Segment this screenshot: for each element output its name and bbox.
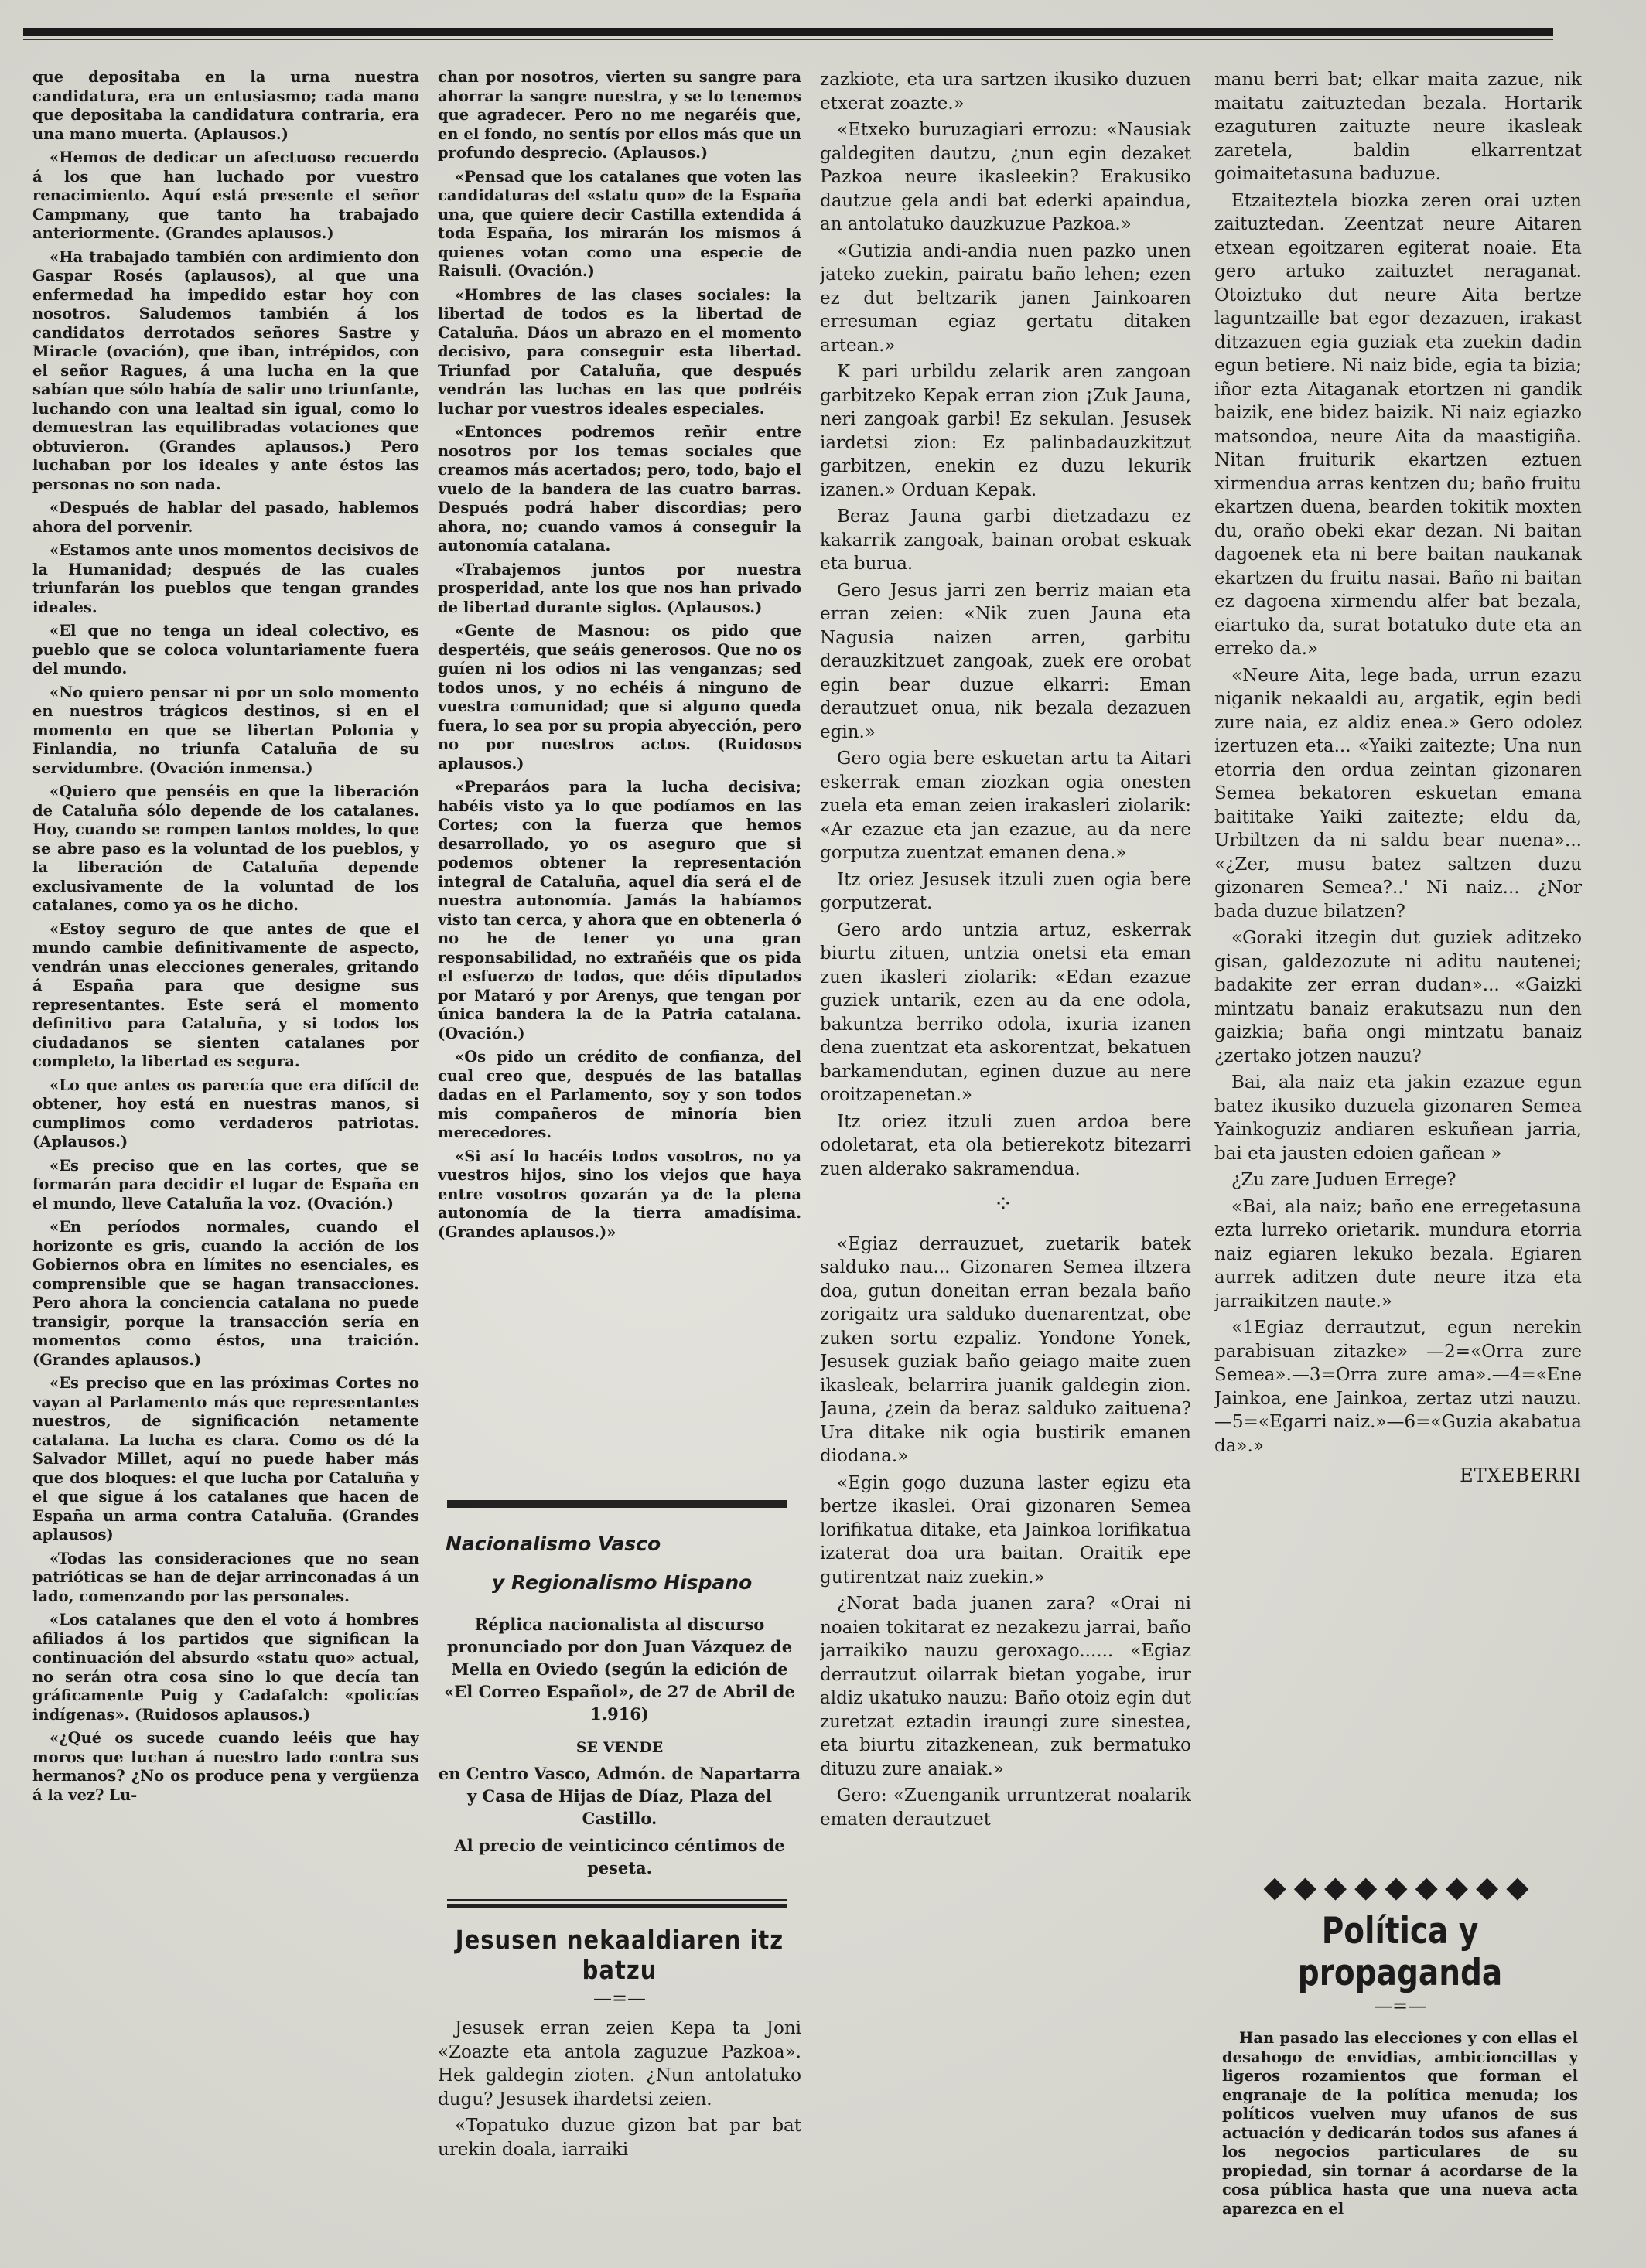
article-paragraph: Beraz Jauna garbi dietzadazu ez kakarrik zangoak, bainan orobat eskuak eta burua. [820, 506, 1191, 574]
paragraph: «No quiero pensar ni por un solo momento en nuestros trágicos destinos, si en el momento en que se libertan Polonia y Finlandia, no triunfa Cataluña de su servidumbre. (Ovación inmensa.) [32, 683, 419, 777]
notice-price: Al precio de veinticinco céntimos de peseta. [454, 1836, 785, 1877]
article-paragraph: «Egin gogo duzuna laster egizu eta bertze ikaslei. Orai gizonaren Semea lorifikatua ditake, eta Jainkoa lorifikatua izaterat doa ura baitan. Oraitik epe gutirentzat naiz zuekin.» [820, 1472, 1191, 1588]
article-paragraph: Etzaiteztela biozka zeren orai uzten zaituztedan. Zeentzat neure Aitaren etxean egoitzaren egiterat noaie. Eta gero artuko zaituztet neraganat. Otoiztuko dut neure Aita bertze laguntzaille bat egor dezazuen, irakast ditzazuen egia guziak eta zuekin dadin egun betiere. Ni naiz bide, egia ta bizia; iñor ezta Aitaganak etortzen ni gandik baizik, ene bidez baizik. Ni naiz egiazko matsondoa, neure Aita da maastigiña. Nitan fruiturik ekartzen eztuen xirmendua arras kentzen du; baño fruitu ekartzen duena, bearden tokitik moxten du, oraño obeki ekar dezan. Ni baitan dagoenek eta ni bere baitan naukanak ekartzen du fruitu nasai. Baño ni baitan ez dagoena xirmendu alfer bat bezala, eiartuko da, surat botatuko dute eta an erreko da.» [1214, 190, 1582, 659]
notice-block [438, 1500, 801, 2161]
article-paragraph: Itz oriez itzuli zuen ardoa bere odoletarat, eta ola betierekotz bitezarri zuen alderako sakramendua. [820, 1111, 1191, 1179]
top-rule-thin [23, 39, 1553, 40]
article-paragraph: Jesusek erran zeien Kepa ta Joni «Zoazte eta antola zaguzue Pazkoa». Hek galdegin zioten. ¿Nun antolatuko dugu? Jesusek ihardetsi zeien. [438, 2018, 801, 2109]
separator-rule-thin [447, 1899, 787, 1901]
paragraph: «Entonces podremos reñir entre nosotros por los temas sociales que creamos más acertados; pero, todo, bajo el vuelo de la bandera de las cuatro barras. Después podrá haber discordias; pero ahora, no; cuando vamos á conseguir la autonomía catalana. [438, 423, 801, 554]
separator-rule [447, 1500, 787, 1508]
notice-body: Réplica nacionalista al discurso pronunciado por don Juan Vázquez de Mella en Oviedo (según la edición de «El Correo Español», de 27 de Abril de 1.916) [444, 1615, 795, 1724]
paragraph: «En períodos normales, cuando el horizonte es gris, cuando la acción de los Gobiernos obra en límites no esenciales, es comprensible que se hagan transacciones. Pero ahora la conciencia catalana no puede transigir, porque la transacción sería en momentos como éstos, una traición. (Grandes aplausos.) [32, 1218, 419, 1369]
article-paragraph: «Neure Aita, lege bada, urrun ezazu niganik nekaaldi au, argatik, egin bedi zure naia, ez aldiz enea.» Gero odolez izertuzen eta... «Yaiki zaiteztе; Una nun etorria den ordua zeintan gizonaren Semea bekatoren eskuetan emana baititake Yaiki zaitezte; eldu da, Urbiltzen da ni saldu bear nuena»... «¿Zer, musu batez saltzen duzu gizonaren Semea?..' Ni naiz... ¿Nor bada duzue bilatzen? [1214, 665, 1582, 922]
notice-venue: en Centro Vasco, Admón. de Napartarra y Casa de Hijas de Díaz, Plaza del Castillo. [438, 1764, 801, 1828]
article-paragraph: Gero: «Zuenganik urruntzerat noalarik ematen derautzuet [820, 1785, 1191, 1830]
article-paragraph: manu berri bat; elkar maita zazue, nik maitatu zaituztedan bezala. Hortarik ezaguturen zaituzte neure ikasleak zaretela, baldin elkarrentzat goimaitetasuna baduzue. [1214, 70, 1582, 184]
column-2 [438, 68, 801, 1499]
notice-title-line1: Nacionalismo Vasco [446, 1533, 661, 1555]
paragraph: «Estoy seguro de que antes de que el mundo cambie definitivamente de aspecto, vendrán unas elecciones generales, gritando á España para que designe sus representantes. Este será el momento definitivo para Cataluña, y si todos los ciudadanos se sienten catalanes por completo, la libertad es segura. [32, 919, 419, 1070]
article-paragraph: «Topatuko duzue gizon bat par bat urekin doala, iarraiki [438, 2116, 801, 2160]
separator-rule-thick [447, 1904, 787, 1908]
paragraph: «Trabajemos juntos por nuestra prosperidad, ante los que nos han privado de libertad durante siglos. (Aplausos.) [438, 560, 801, 616]
paragraph: «Gente de Masnou: os pido que despertéis, que seáis generosos. Que no os guíen ni los odios ni las venganzas; sed todos unos, y no echéis á ninguno de vuestra comunidad; que si alguno queda fuera, lo sea por su propia abyección, pero no por nuestros actos. (Ruidosos aplausos.) [438, 622, 801, 772]
paragraph: chan por nosotros, vierten su sangre para ahorrar la sangre nuestra, y se lo tenemos que agradecer. Pero no me negaréis que, en el fondo, no sentís por ellos más que un profundo desprecio. (Aplausos.) [438, 68, 801, 162]
article-paragraph: «Egiaz derrauzuet, zuetarik batek salduko nau... Gizonaren Semea iltzera doa, gutun doneitan erran bezala baño zorigaitz ura salduko duenarentzat, obe zuken sortu ezpaliz. Yondone Yonek, Jesusek guziak baño geiago maite zuen ikasleak, belarrira juanik galdegin zion. Jauna, ¿zein da beraz salduko zaituena? Ura ditake nik ogia bustirik emanen diodana.» [820, 1233, 1191, 1466]
notice-title-line2: y Regionalismo Hispano [492, 1571, 753, 1594]
paragraph: «Lo que antes os parecía que era difícil de obtener, hoy está en nuestras manos, si cumplimos como verdaderos patriotas. (Aplausos.) [32, 1076, 419, 1151]
paragraph: «Ha trabajado también con ardimiento don Gaspar Rosés (aplausos), al que una enfermedad ha impedido estar hoy con nosotros. Saludemos también á los candidatos derrotados señores Sastre y Miracle (ovación), que iban, intrépidos, con el señor Ragues, á una lucha en la que sabían que sólo había de salir uno triunfante, luchando con una lealtad sin igual, como lo demuestran las equilibradas votaciones que obtuvieron. (Grandes aplausos.) Pero luchaban por los ideales y ante éstos las personas no son nada. [32, 247, 419, 493]
section-dash: —=— [1373, 1995, 1427, 2017]
column-4 [1214, 68, 1582, 1932]
article-paragraph: ¿Zu zare Juduen Errege? [1231, 1170, 1456, 1190]
paragraph: «Hombres de las clases sociales: la libertad de todos es la libertad de Cataluña. Dáos un abrazo en el momento decisivo, para conseguir esta libertad. Triunfad por Cataluña, que después vendrán las luchas en las que podréis luchar por vuestros ideales especiales. [438, 285, 801, 418]
column-3 [820, 68, 1191, 2256]
paragraph: «Os pido un crédito de confianza, del cual creo que, después de las batallas dadas en el Parlamento, soy y son todos mis compañeros de minoría bien merecedores. [438, 1048, 801, 1141]
article-paragraph: «Etxeko buruzagiari errozu: «Nausiak galdegiten dautzu, ¿nun egin dezaket Pazkoa neure ikasleekin? Erakusiko dautzue gela andi bat ederki apaindua, an antolatuko dauzkuzue Pazkoa.» [820, 120, 1191, 234]
paragraph: «Después de hablar del pasado, hablemos ahora del porvenir. [32, 499, 419, 536]
section-paragraph: Han pasado las elecciones y con ellas el desahogo de envidias, ambicioncillas y ligeros rozamientos que forman el engranaje de la política menuda; los políticos vuelven muy ufanos de sus actuación y dedicarán todos sus afanes á los negocios particulares de su propiedad, sin tornar á acordarse de la cosa pública hasta que una nueva acta aparezca en el [1222, 2029, 1578, 2218]
column-1 [32, 68, 419, 2256]
top-rule [23, 28, 1553, 36]
paragraph: «Todas las consideraciones que no sean patrióticas se han de dejar arrinconadas á un lado, comenzando por las personales. [32, 1549, 419, 1605]
article-paragraph: Gero ardo untzia artuz, eskerrak biurtu zituen, untzia onetsi eta eman zuen ikasleri ziolarik: «Edan ezazue guziek untarik, ezen au da ene odola, bakuntza berriko odola, ixuria izanen dena zuentzat eta askorentzat, bekatuen barkamendutan, eginen duzue au nere oroitzapenetan.» [820, 919, 1191, 1105]
article-dash: —=— [592, 1987, 647, 2009]
article-signature: ETXEBERRI [1460, 1465, 1582, 1486]
article-paragraph: zazkiote, eta ura sartzen ikusiko duzuen etxerat zoazte.» [820, 70, 1191, 114]
article-paragraph: Gero Jesus jarri zen berriz maian eta erran zeien: «Nik zuen Jauna eta Nagusia naizen arren, garbitu derauzkitzuet zangoak, zuek ere orobat egin bear duzue elkarri: Eman derautzuet onua, nik bezala dezazuen egin.» [820, 580, 1191, 742]
paragraph: «¿Qué os sucede cuando leéis que hay moros que luchan á nuestro lado contra sus hermanos? ¿No os produce pena y vergüenza á la vez? Lu- [32, 1729, 419, 1804]
article-paragraph: «Bai, ala naiz; baño ene erregetasuna ezta lurreko orietarik. mundura etorria naiz egiaren lekuko bezala. Egiaren aurrek aditzen dute neure itza eta jarraikitzen naute.» [1214, 1196, 1582, 1311]
politica-section [1222, 1871, 1578, 2219]
article-title: Jesusen nekaaldiaren itz batzu [455, 1924, 784, 1986]
paragraph: «El que no tenga un ideal colectivo, es pueblo que se coloca voluntariamente fuera del mundo. [32, 622, 419, 677]
article-paragraph: Bai, ala naiz eta jakin ezazue egun batez ikusiko duzuela gizonaren Semea Yainkoguziz andiaren eskuñean jarria, bai eta jausten edoien gañean » [1214, 1073, 1582, 1164]
paragraph: «Preparáos para la lucha decisiva; habéis visto ya lo que podíamos en las Cortes; con la fuerza que hemos desarrollado, yo os aseguro que si podemos obtener la representación integral de Cataluña, aquel día será el de nuestra autonomía. Jamás la habíamos visto tan cerca, y ahora que en obtenerla ó no he de tener yo una gran responsabilidad, no extrañéis que os pida el esfuerzo de todos, que déis diputados por Mataró y por Arenys, que tengan por única bandera la de la Patria catalana. (Ovación.) [438, 778, 801, 1042]
section-dots: ⁘ [993, 1191, 1018, 1218]
article-paragraph: ¿Norat bada juanen zara? «Orai ni noaien tokitarat ez nezakezu jarrai, baño jarraikiko nauzu geroxago...... «Egiaz derrautzut oilarrak bietan yogabe, irur aldiz ukatuko nauzu: Baño otoiz egin dut zuretzat eztadin iraungi zure sinestea, eta biurtu zitazkenean, zuk bermatuko dituzu zure anaiak.» [820, 1594, 1191, 1779]
section-title: Política y propaganda [1297, 1911, 1503, 1994]
paragraph: que depositaba en la urna nuestra candidatura, era un entusiasmo; cada mano que depositaba la candidatura contraria, era una mano muerta. (Aplausos.) [32, 68, 419, 143]
article-paragraph: «Gutizia andi-andia nuen pazko unen jateko zuekin, pairatu baño lehen; ezen ez dut beltzarik janen Jainkoaren erresuman egiaz gertatu ditaken artean.» [820, 240, 1191, 356]
notice-sale-label: SE VENDE [575, 1739, 664, 1756]
article-paragraph: «Goraki itzegin dut guziek aditzeko gisan, galdezozute ni aditu nautenei; badakite zer erran dudan»... «Gaizki mintzatu banaiz erakutsazu nun den gaizkia; baña ongi mintzatu banaiz ¿zertako jotzen nauzu? [1214, 928, 1582, 1066]
paragraph: «Si así lo hacéis todos vosotros, no ya vuestros hijos, sino los viejos que haya entre vosotros gozarán ya de la plena autonomía de la tierra amadísima. (Grandes aplausos.)» [438, 1147, 801, 1241]
article-paragraph: «1Egiaz derrautzut, egun nerekin parabisuan zitazke» —2=«Orra zure Semea».—3=Orra zure ama».—4=«Ene Jainkoa, ene Jainkoa, zertaz utzi nauzu.—5=«Egarri naiz.»—6=«Guzia akabatua da».» [1214, 1318, 1582, 1456]
paragraph: «Hemos de dedicar un afectuoso recuerdo á los que han luchado por vuestro renacimiento. Aquí está presente el señor Campmany, que tanto ha trabajado anteriormente. (Grandes aplausos.) [32, 148, 419, 242]
paragraph: «Quiero que penséis en que la liberación de Cataluña sólo depende de los catalanes. Hoy, cuando se rompen tantos moldes, lo que se abre paso es la voluntad de los pueblos, y la liberación de Cataluña depende exclusivamente de la voluntad de los catalanes, como ya os he dicho. [32, 783, 419, 914]
article-paragraph: Gero ogia bere eskuetan artu ta Aitari eskerrak eman ziozkan ogia onesten zuela eta eman zeien irakasleri ziolarik: «Ar ezazue eta jan ezazue, au da nere gorputza zuentzat emanen dena.» [820, 749, 1191, 863]
paragraph: «Estamos ante unos momentos decisivos de la Humanidad; después de las cuales triunfarán los pueblos que tengan grandes ideales. [32, 541, 419, 616]
paragraph: «Pensad que los catalanes que voten las candidaturas del «statu quo» de la España una, que quiere decir Castilla extendida á toda España, los mirarán los mismos á quienes votan como una especie de Raisuli. (Ovación.) [438, 167, 801, 280]
paragraph: «Es preciso que en las próximas Cortes no vayan al Parlamento más que representantes nuestros, de significación netamente catalana. La lucha es clara. Como os dé la Salvador Millet, aquí no puede haber más que dos bloques: el que lucha por Cataluña y el que sigue á los catalanes que hacen de España un arma contra Cataluña. (Grandes aplausos) [32, 1374, 419, 1543]
article-paragraph: Itz oriez Jesusek itzuli zuen ogia bere gorputzerat. [820, 869, 1191, 913]
ornament-rule: ◆◆◆◆◆◆◆◆◆ [1263, 1870, 1537, 1904]
paragraph: «Es preciso que en las cortes, que se formarán para decidir el lugar de España en el mundo, lleve Cataluña la voz. (Ovación.) [32, 1156, 419, 1212]
paragraph: «Los catalanes que den el voto á hombres afiliados á los partidos que significan la continuación del absurdo «statu quo» actual, no serán otra cosa sino lo que decía tan gráficamente Puig y Cadafalch: «policías indígenas». (Ruidosos aplausos.) [32, 1611, 419, 1724]
article-paragraph: K pari urbildu zelarik aren zangoan garbitzeko Kepak erran zion ¡Zuk Jauna, neri zangoak garbi! Ez sekulan. Jesusek iardetsi zion: Ez palinbadauzkitzut garbitzen, enekin ez duzu lekurik izanen.» Orduan Kepak. [820, 362, 1191, 500]
